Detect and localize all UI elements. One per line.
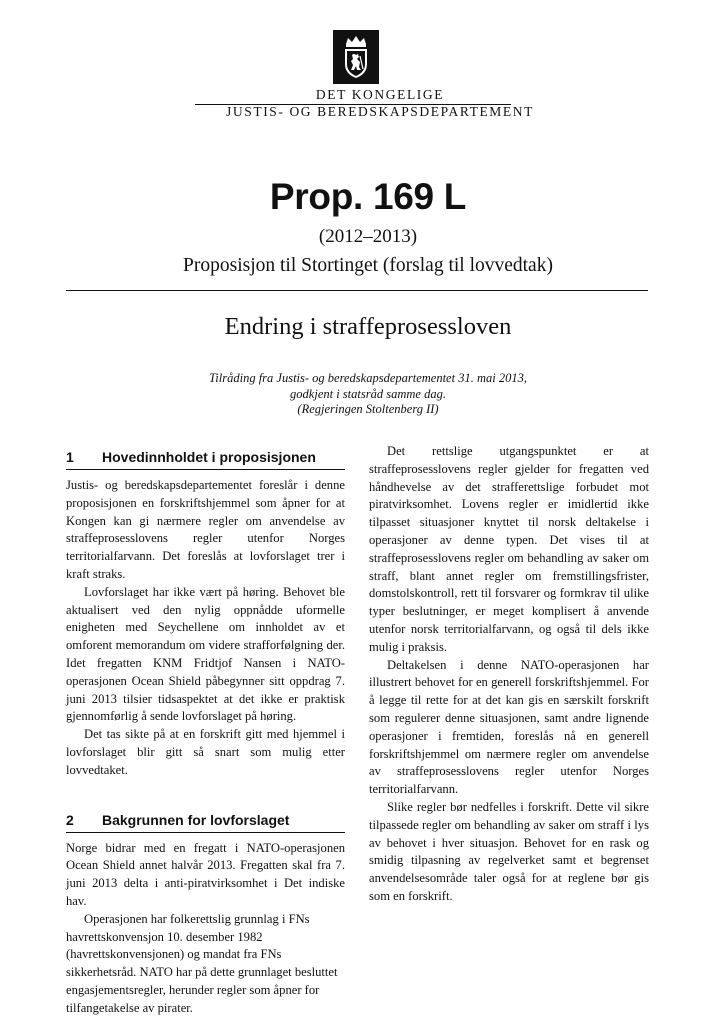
remit-line-2: godkjent i statsråd samme dag.: [290, 386, 446, 401]
paragraph: Deltakelsen i denne NATO-operasjonen har illustrert behovet for en generell forskriftshjemmel. For å legge til rette for at det kan gis en særskilt forskrift som regulerer denne situasjonen, samt andre lignende operasjoner i fremtiden, foreslås nå en generell forskriftshjemmel om nærmere regler om anvendelse av straffeprosesslovens regler utenfor Norges territorialfarvann.: [369, 657, 649, 797]
paragraph: Operasjonen har folkerettslig grunnlag i FNs havrettskonvensjon 10. desember 1982 (havrettskonvensjonen) og mandat fra FNs sikkerhetsråd. NATO har på dette grunnlaget besluttet engasjementsregler, herunder regler som åpner for tilfangetakelse av pirater.: [66, 911, 338, 1015]
section-title: Bakgrunnen for lovforslaget: [102, 811, 290, 828]
paragraph: Lovforslaget har ikke vært på høring. Behovet ble aktualisert ved den nylig oppnådde uformelle enigheten med Seychellene om innholdet av et omforent memorandum om videre strafforfølgning der. Idet fregatten KNM Fridtjof Nansen i NATO-operasjonen Ocean Shield påbegynner sitt oppdrag 7. juni 2013 tilsier tidsaspektet at det ikke er praktisk gjennomførlig å sende lovforslaget på høring.: [66, 584, 345, 724]
section-1-heading: [66, 449, 345, 470]
department-line-1: DET KONGELIGE: [315, 87, 445, 102]
coat-of-arms-icon: [333, 30, 379, 84]
paragraph: Justis- og beredskapsdepartementet foreslår i denne proposisjonen en forskriftshjemmel som åpner for at Kongen kan gi nærmere regler om anvendelse av straffeprosesslovens regler utenfor Norges territorialfarvann. Det foreslås at lovforslaget trer i kraft straks.: [66, 478, 345, 581]
left-column: [66, 449, 345, 1018]
section-number: 1: [66, 449, 74, 465]
title-divider: [66, 290, 648, 291]
section-title: Hovedinnholdet i proposisjonen: [102, 449, 316, 465]
department-line-2: JUSTIS- OG BEREDSKAPSDEPARTEMENT: [226, 104, 534, 119]
paragraph: Det rettslige utgangspunktet er at straffeprosesslovens regler gjelder for fregatten ved håndhevelse av det strafferettslige forbudet mot piratvirksomhet. Lovens regler er imidlertid ikke tilpasset situasjoner knyttet til norsk deltakelse i operasjoner av denne typen. Det vises til at straffeprosesslovens regler om behandling av saker om straff, blant annet regler om fremstillingsfrister, domstolskontroll, rett til forsvarer og formkrav til ulike typer beslutninger, er meget komplisert å anvende utenfor norsk territorialfarvann, og også til dels ikke mulig i praksis.: [369, 444, 649, 654]
crest-shield-icon: [339, 34, 373, 80]
paragraph: Norge bidrar med en fregatt i NATO-operasjonen Ocean Shield annet halvår 2013. Fregatten skal fra 7. juni 2013 delta i anti-piratvirksomhet i Det indiske hav.: [66, 840, 345, 908]
paragraph: Det tas sikte på at en forskrift gitt med hjemmel i lovforslaget blir gitt så snart som mulig etter lovvedtaket.: [66, 727, 345, 777]
proposition-subtitle: Proposisjon til Stortinget (forslag til lovvedtak): [183, 255, 553, 276]
session-years: (2012–2013): [318, 226, 418, 247]
section-2-heading: [66, 812, 345, 833]
remit-statement: [0, 371, 724, 418]
document-title: Endring i straffeprosessloven: [224, 313, 512, 340]
proposition-number: Prop. 169 L: [269, 176, 467, 217]
remit-line-1: Tilråding fra Justis- og beredskapsdepartementet 31. mai 2013,: [209, 371, 527, 385]
section-number: 2: [66, 811, 74, 828]
remit-line-3: (Regjeringen Stoltenberg II): [297, 402, 439, 416]
paragraph: Slike regler bør nedfelles i forskrift. Dette vil sikre tilpassede regler om behandling av saker om straff i lys av behovet i hver situasjon. Behovet for en rask og smidig tilpasning av regelverket samt et begrenset anvendelsesområde taler også for at reglene bør gis som en forskrift.: [369, 799, 649, 903]
right-column: [369, 443, 649, 906]
